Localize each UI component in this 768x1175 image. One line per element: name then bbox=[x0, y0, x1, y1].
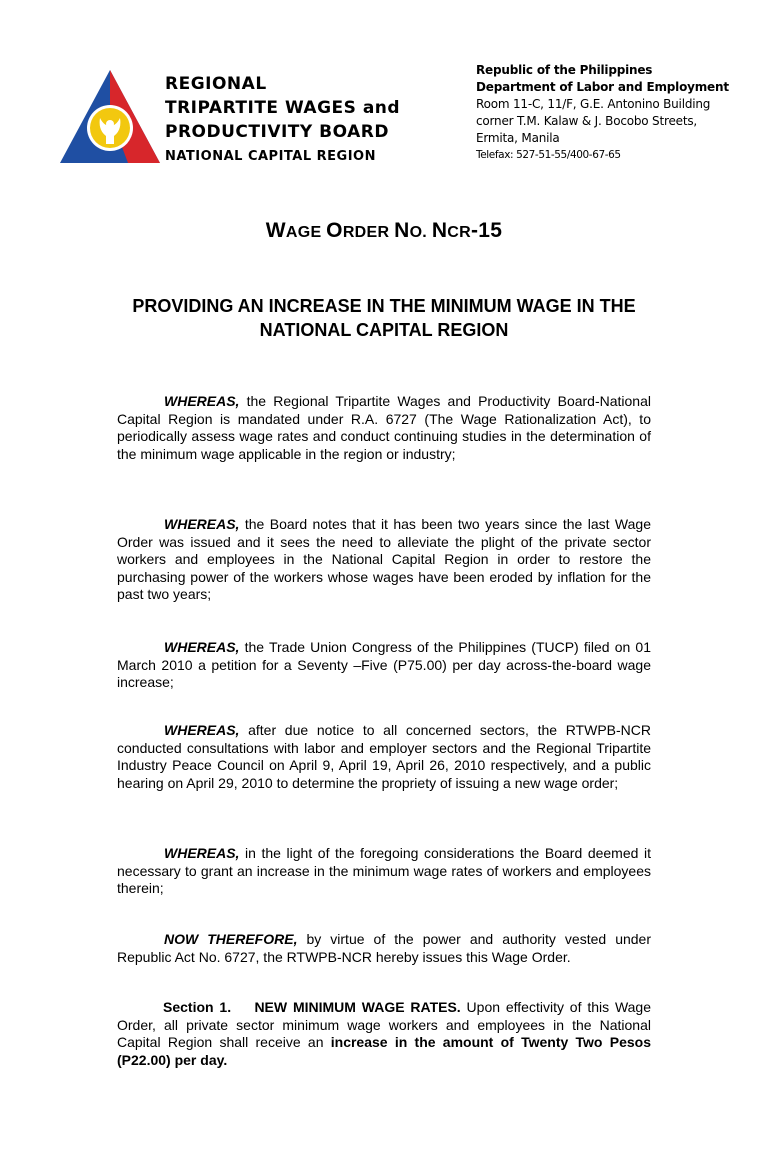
paragraph-lead: WHEREAS, bbox=[164, 639, 240, 655]
paragraph-lead: NOW THEREFORE, bbox=[164, 931, 298, 947]
address-line-street: corner T.M. Kalaw & J. Bocobo Streets, bbox=[476, 114, 697, 128]
whereas-paragraph-2 bbox=[117, 516, 651, 604]
whereas-paragraph-3 bbox=[117, 639, 651, 692]
now-therefore-paragraph bbox=[117, 931, 651, 966]
paragraph-text: the Trade Union Congress of the Philippines (TUCP) filed on 01 March 2010 a petition for a Seventy –Five (P75.00) per day across-the-board wage increase; bbox=[117, 639, 651, 690]
paragraph-text: the Board notes that it has been two years since the last Wage Order was issued and it sees the need to alleviate the plight of the private sector workers and employees in the National Capital Region in order to restore the purchasing power of the workers whose wages have been eroded by inflation for the past two years; bbox=[117, 516, 651, 602]
section-1-text: Upon effectivity of this Wage Order, all private sector minimum wage workers and employees in the National Capital Region shall receive an bbox=[117, 999, 651, 1050]
org-line-3: PRODUCTIVITY BOARD bbox=[165, 122, 389, 142]
title-part: W bbox=[265, 219, 286, 242]
paragraph-lead: WHEREAS, bbox=[164, 393, 240, 409]
org-line-4: NATIONAL CAPITAL REGION bbox=[165, 149, 376, 164]
whereas-paragraph-4 bbox=[117, 722, 651, 792]
whereas-paragraph-5 bbox=[117, 845, 651, 898]
organization-name bbox=[165, 72, 400, 169]
document-title bbox=[0, 219, 768, 243]
title-part: AGE bbox=[285, 224, 327, 241]
paragraph-text: in the light of the foregoing considerations the Board deemed it necessary to grant an increase in the minimum wage rates of workers and employees therein; bbox=[117, 845, 651, 896]
address-line-republic: Republic of the Philippines bbox=[476, 63, 653, 77]
address-line-room: Room 11-C, 11/F, G.E. Antonino Building bbox=[476, 97, 711, 111]
rtwpb-logo-icon bbox=[60, 70, 160, 165]
org-line-2: TRIPARTITE WAGES and bbox=[165, 98, 401, 118]
title-part: N bbox=[431, 219, 448, 242]
paragraph-lead: WHEREAS, bbox=[164, 722, 240, 738]
paragraph-lead: WHEREAS, bbox=[164, 516, 240, 532]
org-line-1: REGIONAL bbox=[165, 74, 267, 94]
section-1-emphasis: increase in the amount of Twenty Two Pesos (P22.00) per day. bbox=[117, 1034, 651, 1068]
document-subtitle: PROVIDING AN INCREASE IN THE MINIMUM WAGE IN THE NATIONAL CAPITAL REGION bbox=[132, 296, 636, 340]
paragraph-text: after due notice to all concerned sectors, the RTWPB-NCR conducted consultations with labor and employer sectors and the Regional Tripartite Industry Peace Council on April 9, April 19, April 26, 2010 respectively, and a public hearing on April 29, 2010 to determine the propriety of issuing a new wage order; bbox=[117, 722, 651, 791]
title-part: -15 bbox=[471, 219, 503, 242]
paragraph-text: by virtue of the power and authority vested under Republic Act No. 6727, the RTWPB-NCR hereby issues this Wage Order. bbox=[117, 931, 651, 965]
section-1-label: Section 1. NEW MINIMUM WAGE RATES. bbox=[163, 999, 461, 1015]
paragraph-lead: WHEREAS, bbox=[164, 845, 240, 861]
address-line-telefax: Telefax: 527-51-55/400-67-65 bbox=[476, 149, 621, 161]
address-line-department: Department of Labor and Employment bbox=[476, 80, 729, 94]
address-block bbox=[476, 62, 729, 164]
title-part: RDER bbox=[342, 224, 395, 241]
title-part: CR bbox=[447, 224, 471, 241]
title-part: N bbox=[394, 219, 410, 242]
address-line-city: Ermita, Manila bbox=[476, 131, 560, 145]
section-1-paragraph bbox=[117, 999, 651, 1069]
paragraph-text: the Regional Tripartite Wages and Productivity Board-National Capital Region is mandated under R.A. 6727 (The Wage Rationalization Act), to periodically assess wage rates and conduct continuing studies in the determination of the minimum wage applicable in the region or industry; bbox=[117, 393, 651, 462]
title-part: O bbox=[326, 219, 343, 242]
whereas-paragraph-1 bbox=[117, 393, 651, 463]
title-part: O. bbox=[409, 224, 432, 241]
